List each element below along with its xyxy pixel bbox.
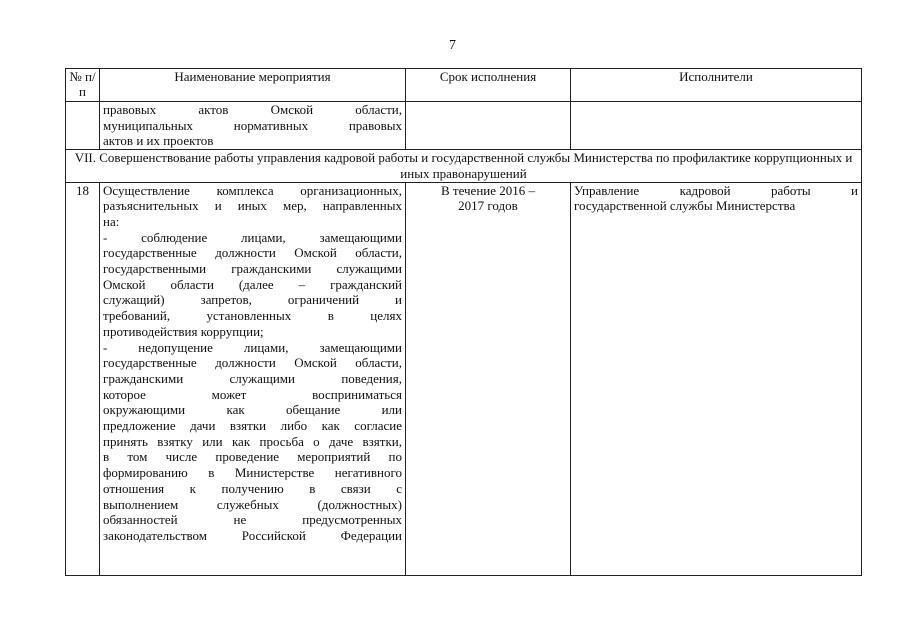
cell-executors (571, 102, 862, 150)
text-line: законодательством Российской Федерации (103, 527, 402, 543)
table-section-row (66, 150, 862, 182)
cell-term (406, 102, 571, 150)
text-line: муниципальных нормативных правовых (103, 117, 402, 133)
text-line: государственной службы Министерства (574, 198, 796, 214)
text-line: - соблюдение лицами, замещающими (103, 229, 402, 245)
text-line: 2017 годов (458, 198, 518, 214)
text-line: отношения к получению в связи с (103, 480, 402, 496)
text-line: Управление кадровой работы и (574, 182, 858, 198)
text-line: - недопущение лицами, замещающими (103, 339, 402, 355)
text-line: на: (103, 213, 120, 229)
text-line: предложение дачи взятки либо как согласие (103, 418, 402, 434)
text-line: Омской области (далее – гражданский (103, 276, 402, 292)
header-term: Срок исполнения (406, 69, 571, 102)
cell-name (100, 182, 406, 575)
text-line: Осуществление комплекса организационных, (103, 182, 402, 198)
text-line: которое может восприниматься (103, 386, 402, 402)
cell-num: 18 (66, 182, 100, 575)
text-line: требований, установленных в целях (103, 308, 402, 324)
text-line: государственными гражданскими служащими (103, 261, 402, 277)
text-line: в том числе проведение мероприятий по (103, 449, 402, 465)
text-line: гражданскими служащими поведения, (103, 370, 402, 386)
text-line: актов и их проектов (103, 133, 214, 149)
text-line: окружающими как обещание или (103, 402, 402, 418)
text-line: выполнением служебных (должностных) (103, 496, 402, 512)
text-line: принять взятку или как просьба о даче взятки, (103, 433, 402, 449)
text-line: формированию в Министерстве негативного (103, 465, 402, 481)
table-row-continuation (66, 102, 862, 150)
cell-name (100, 102, 406, 150)
table-header-row (66, 69, 862, 102)
table-row-18 (66, 182, 862, 575)
text-line: правовых актов Омской области, (103, 102, 402, 117)
text-line: обязанностей не предусмотренных (103, 512, 402, 528)
text-line: противодействия коррупции; (103, 323, 264, 339)
cell-executors (571, 182, 862, 575)
header-num: № п/п (66, 69, 100, 102)
text-line: государственные должности Омской области, (103, 245, 402, 261)
text-line: В течение 2016 – (440, 182, 536, 198)
page-number: 7 (449, 38, 456, 53)
header-name: Наименование мероприятия (100, 69, 406, 102)
text-line: государственные должности Омской области, (103, 355, 402, 371)
text-line: разъяснительных и иных мер, направленных (103, 198, 402, 214)
text-line: служащий) запретов, ограничений и (103, 292, 402, 308)
cell-term (406, 182, 571, 575)
header-executors: Исполнители (571, 69, 862, 102)
measures-table (65, 68, 862, 576)
cell-num (66, 102, 100, 150)
section-title: VII. Совершенствование работы управления кадровой работы и государственной службы Министерства по профилактике коррупционных и иных правонарушений (66, 150, 862, 182)
